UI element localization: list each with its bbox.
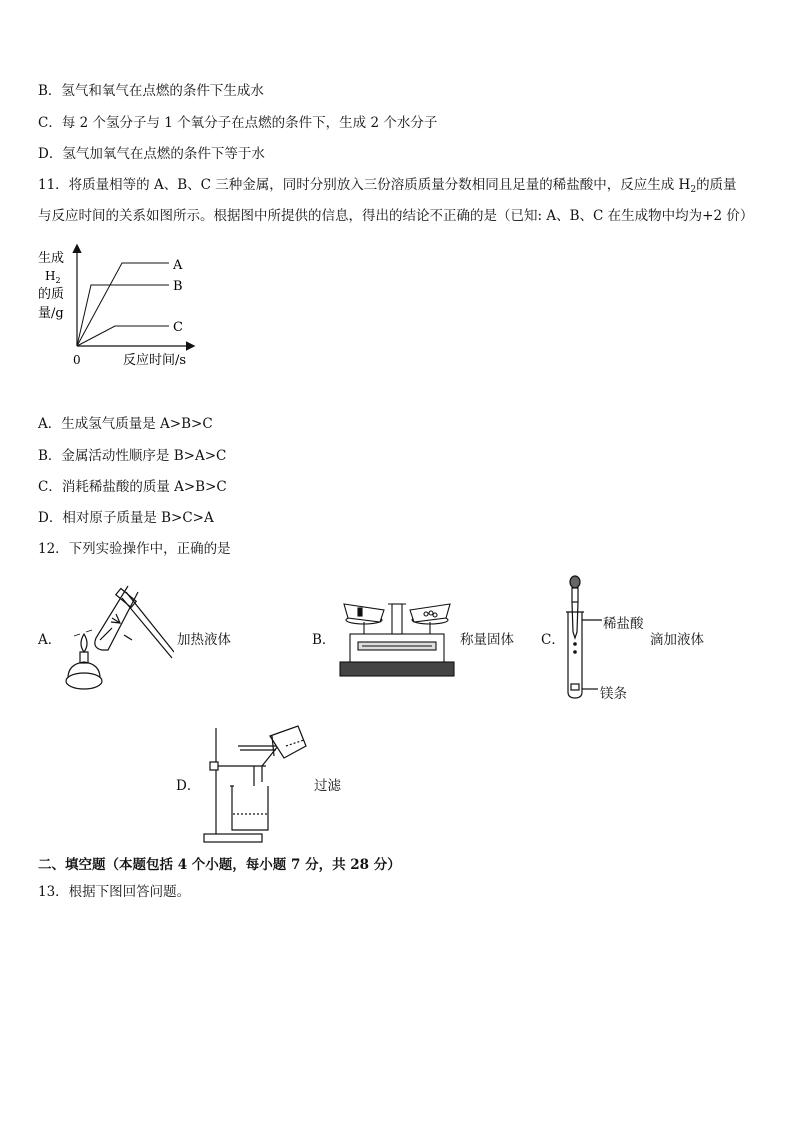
q12-d-letter: D．: [176, 778, 201, 794]
curve-c: [77, 326, 169, 346]
q13-stem: 13．根据下图回答问题。: [38, 884, 191, 900]
q11-option-c: C．消耗稀盐酸的质量 A>B>C: [38, 479, 227, 495]
q12-c-letter: C．: [541, 632, 565, 648]
balance-scale-illustration: [336, 596, 458, 680]
hydrogen-mass-graph: [35, 240, 225, 370]
graph-ylabel-3: 的质: [38, 287, 65, 302]
graph-xlabel: 反应时间/s: [123, 353, 187, 368]
q12-a-letter: A．: [38, 632, 62, 648]
q12-c-acid-label: 稀盐酸: [603, 616, 644, 632]
q11-stem-text: 11．将质量相等的 A、B、C 三种金属，同时分别放入三份溶质质量分数相同且足量的稀盐酸中，反应生成 H: [38, 177, 691, 193]
curve-a-label: A: [173, 258, 183, 273]
curve-c-label: C: [173, 320, 183, 335]
option-b-q10: B．氢气和氧气在点燃的条件下生成水: [38, 83, 264, 99]
q12-d-caption: 过滤: [314, 778, 341, 794]
heating-liquid-illustration: [62, 578, 174, 696]
q11-stem-line1: [38, 175, 737, 200]
q12-a-caption: 加热液体: [177, 632, 231, 648]
dropper-tube-illustration: [562, 572, 602, 702]
q11-option-a: A．生成氢气质量是 A>B>C: [38, 416, 213, 432]
q12-b-letter: B．: [312, 632, 336, 648]
option-d-q10: D．氢气加氧气在点燃的条件下等于水: [38, 146, 265, 162]
q11-subscript: 2: [690, 185, 697, 195]
q12-c-caption: 滴加液体: [650, 632, 704, 648]
option-c-q10: C．每 2 个氢分子与 1 个氧分子在点燃的条件下，生成 2 个水分子: [38, 115, 438, 131]
graph-ylabel-4: 量/g: [38, 306, 64, 321]
curve-a: [77, 263, 169, 346]
section2-title: 二、填空题（本题包括 4 个小题，每小题 7 分，共 28 分）: [38, 857, 401, 873]
filtration-illustration: [200, 720, 312, 846]
q12-c-mg-label: 镁条: [600, 686, 627, 702]
graph-ylabel-2: $H_2$: [45, 269, 61, 285]
q11-option-d: D．相对原子质量是 B>C>A: [38, 510, 214, 526]
curve-b: [77, 285, 169, 346]
q11-stem-line2: 与反应时间的关系如图所示。根据图中所提供的信息，得出的结论不正确的是（已知: A、B、C 在生成物中均为+2 价）: [38, 208, 754, 224]
q11-option-b: B．金属活动性顺序是 B>A>C: [38, 448, 227, 464]
graph-ylabel-1: 生成: [38, 251, 65, 266]
q12-stem: 12．下列实验操作中，正确的是: [38, 541, 231, 557]
graph-origin: 0: [73, 353, 81, 367]
curve-b-label: B: [173, 279, 183, 294]
q12-b-caption: 称量固体: [460, 632, 514, 648]
q11-stem-text-end: 的质量: [696, 177, 737, 193]
